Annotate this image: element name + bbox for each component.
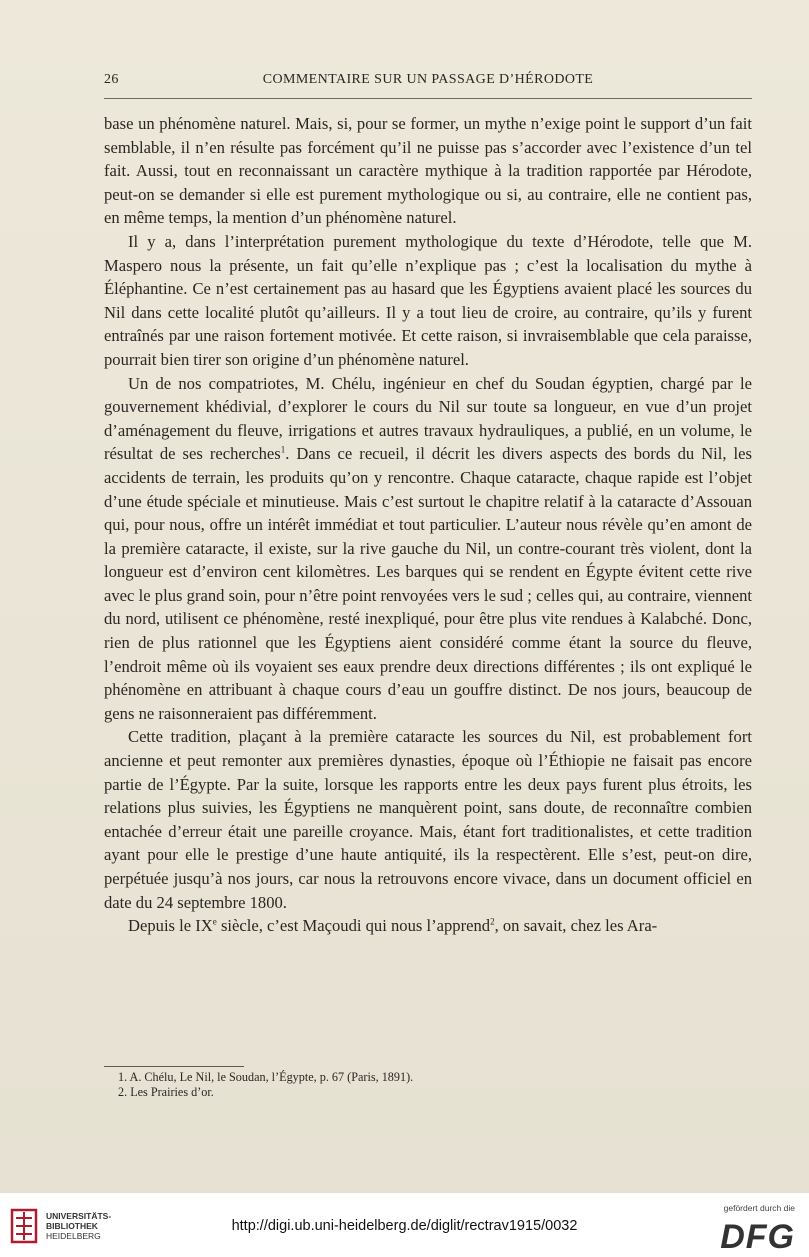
library-line-3: HEIDELBERG xyxy=(46,1231,101,1241)
paragraph-2: Il y a, dans l’interprétation purement mythologique du texte d’Hérodote, telle que M. Maspero nous la présente, un fait qu’elle n’explique pas ; c’est la localisation du mythe à Éléphantine. Ce n’est certainement pas au hasard que les Égyptiens avaient placé les sources du Nil dans cette localité plutôt qu’ailleurs. Il y a tout lieu de croire, au contraire, qu’ils y furent entraînés par une raison fortement motivée. Et cette raison, si invraisemblable que cela paraisse, pourrait bien tirer son origine d’un phénomène naturel. xyxy=(104,231,752,369)
paragraph-5 xyxy=(104,914,752,938)
paragraph-3 xyxy=(104,372,752,726)
header-rule xyxy=(104,98,752,99)
funding-text: gefördert durch die xyxy=(723,1203,795,1213)
library-line-1: UNIVERSITÄTS- xyxy=(46,1211,112,1221)
page-number: 26 xyxy=(104,72,119,87)
paragraph-5-text-b: siècle, c’est Maçoudi qui nous l’apprend xyxy=(216,916,491,936)
footnotes xyxy=(118,1070,738,1100)
page-header xyxy=(104,70,752,92)
paragraph-3-text-b: . Dans ce recueil, il décrit les divers aspects des bords du Nil, les accidents de terrain, les produits qu’on y rencontre. Chaque cataracte, chaque rapide est l’objet d’une étude spéciale et minutieuse. Mais c’est surtout le chapitre relatif à la cataracte d’Assouan qui, pour nous, offre un intérêt immédiat et tout particulier. L’auteur nous révèle qu’en amont de la première cataracte, il existe, sur la rive gauche du Nil, un contre-courant très violent, dont la longueur est d’environ cent kilomètres. Les barques qui se rendent en Égypte évitent cette rive avec le plus grand soin, pour n’être point renvoyées vers le sud ; celles qui, au contraire, viennent du nord, utilisent ce phénomène, resté inexpliqué, pour être plus vite rendues à Kalabché. Donc, rien de plus rationnel que les Égyptiens aient considéré comme étant la source du fleuve, l’endroit même où ils voyaient ses eaux prendre deux directions différentes ; ils ont expliqué le phénomène en attribuant à chaque cours d’eau un gouffre distinct. De nos jours, beaucoup de gens ne raisonneraient pas différemment. xyxy=(104,444,752,723)
running-title: COMMENTAIRE SUR UN PASSAGE D’HÉRODOTE xyxy=(262,72,594,87)
footnote-1: 1. A. Chélu, Le Nil, le Soudan, l’Égypte, p. 67 (Paris, 1891). xyxy=(118,1070,414,1084)
paragraph-5-text-a: Depuis le IX xyxy=(128,916,213,936)
library-line-2: BIBLIOTHEK xyxy=(46,1221,98,1231)
paragraph-3-text-a: Un de nos compatriotes, M. Chélu, ingénieur en chef du Soudan égyptien, chargé par le gouvernement khédivial, d’explorer le cours du Nil sur toute sa longueur, en vue d’un projet d’aménagement du fleuve, irrigations et autres travaux hydrauliques, a publié, en un volume, le résultat de ses recherches xyxy=(104,373,752,464)
dfg-logo[interactable]: DFG xyxy=(720,1218,795,1256)
paragraph-5-text-c: , on savait, chez les Ara- xyxy=(494,916,658,936)
body-text xyxy=(104,112,752,938)
footnote-2: 2. Les Prairies d’or. xyxy=(118,1085,214,1099)
footnote-ref-1[interactable]: 1 xyxy=(280,444,286,455)
footnote-rule xyxy=(104,1066,244,1067)
century-superscript: e xyxy=(212,916,217,927)
paragraph-1: base un phénomène naturel. Mais, si, pour se former, un mythe n’exige point le support d’un fait semblable, il n’en résulte pas forcément qu’il ne puisse pas s’accorder avec l’existence d’un tel fait. Aussi, tout en reconnaissant un caractère mythique à la tradition rapportée par Hérodote, peut-on se demander si elle est purement mythologique ou si, au contraire, elle ne contient pas, en même temps, la mention d’un phénomène naturel. xyxy=(104,114,752,228)
paragraph-4: Cette tradition, plaçant à la première cataracte les sources du Nil, est probablement fort ancienne et peut remonter aux premières dynasties, époque où l’Éthiopie ne faisait pas encore partie de l’Égypte. Par la suite, lorsque les rapports entre les deux pays furent plus étroits, les relations plus suivies, les Égyptiens ne manquèrent point, sans doute, de reconnaître combien entachée d’erreur était une pareille croyance. Mais, étant fort traditionalistes, et cette tradition ayant pour elle le prestige d’une haute antiquité, ils la respectèrent. Elle s’est, peut-on dire, perpétuée jusqu’à nos jours, car nous la retrouvons encore vivace, dans un document officiel en date du 24 septembre 1800. xyxy=(104,727,752,912)
footnote-ref-2[interactable]: 2 xyxy=(490,916,495,927)
permalink-url[interactable]: http://digi.ub.uni-heidelberg.de/diglit/rectrav1915/0032 xyxy=(231,1218,578,1234)
